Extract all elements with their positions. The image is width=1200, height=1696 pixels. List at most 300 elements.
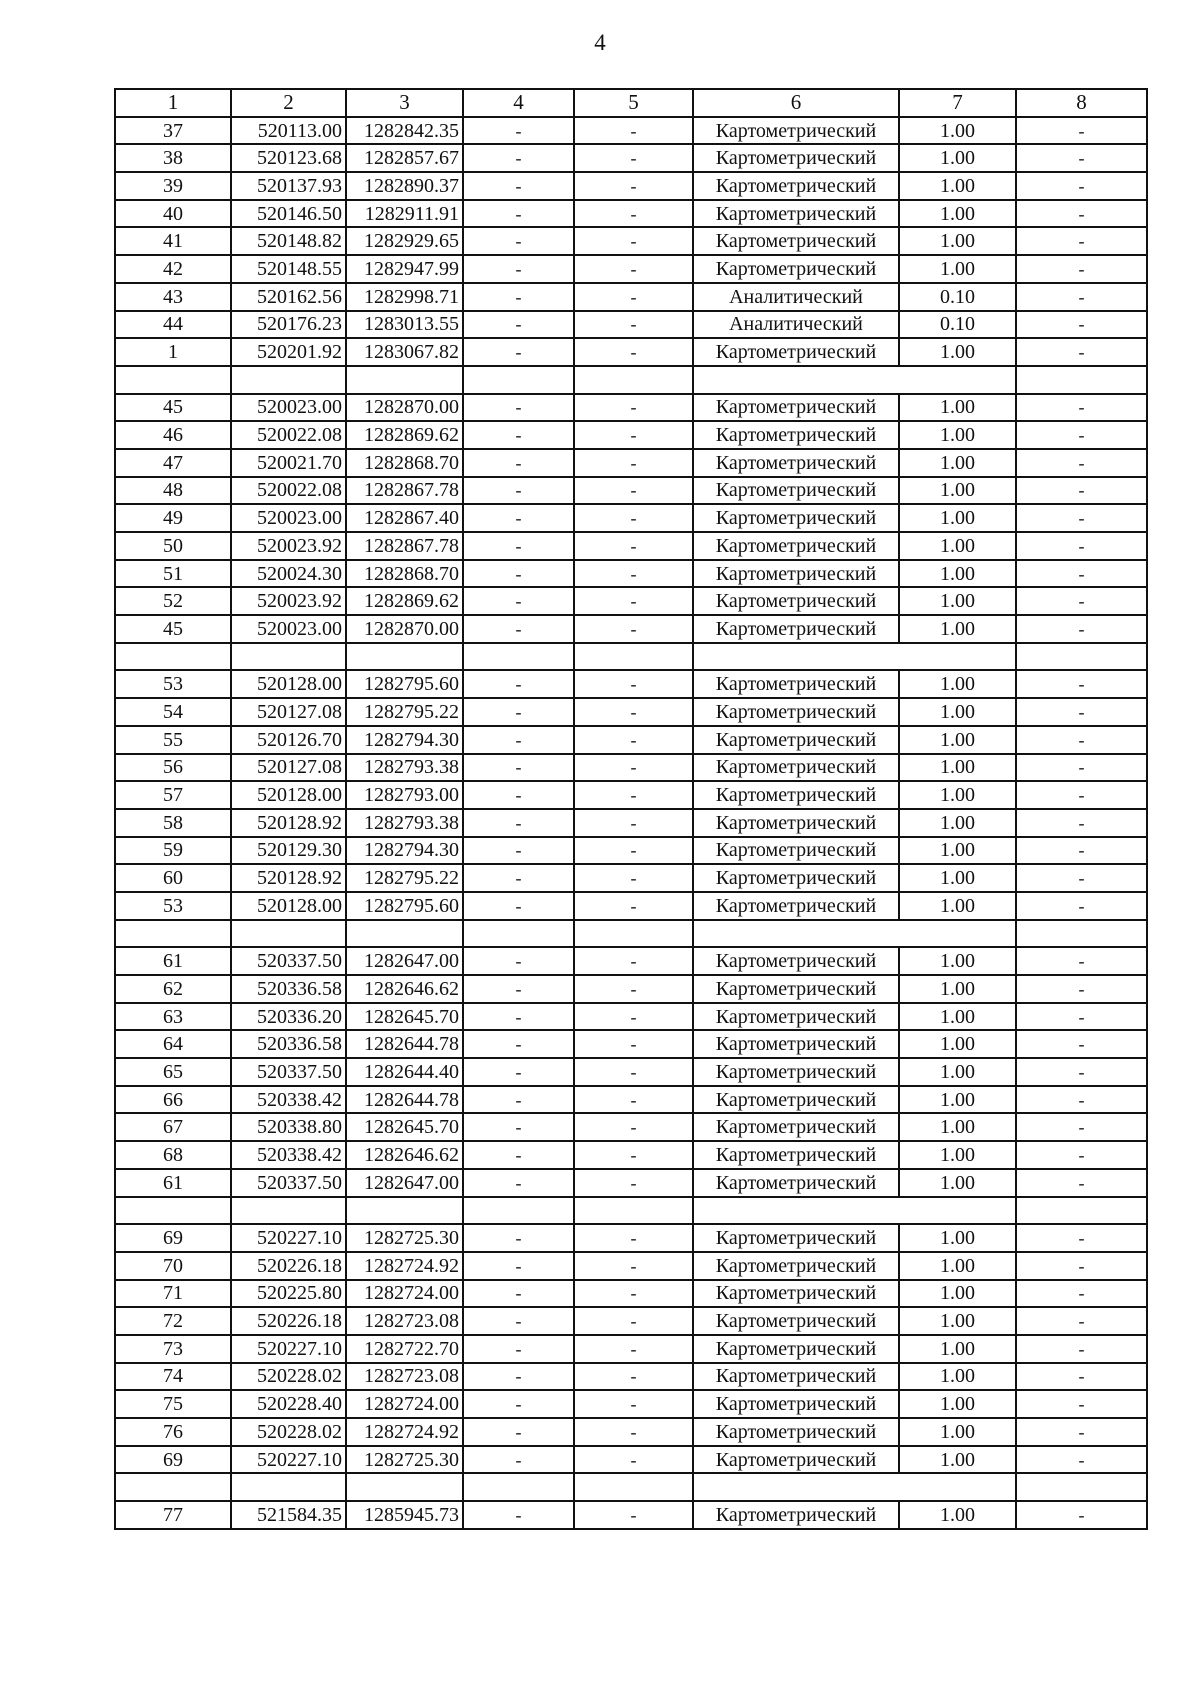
y-coordinate-cell: 1282793.38	[346, 809, 463, 837]
y-coordinate-cell: 1282725.30	[346, 1446, 463, 1474]
column-8-cell: -	[1016, 726, 1147, 754]
method-cell: Картометрический	[693, 144, 899, 172]
table-row	[115, 338, 1147, 366]
column-4-cell: -	[463, 449, 574, 477]
accuracy-cell: 1.00	[899, 809, 1016, 837]
empty-cell	[115, 643, 231, 671]
table-row	[115, 172, 1147, 200]
method-cell: Картометрический	[693, 754, 899, 782]
column-8-cell: -	[1016, 172, 1147, 200]
column-8-cell: -	[1016, 449, 1147, 477]
method-cell: Картометрический	[693, 1280, 899, 1308]
column-5-cell: -	[574, 532, 693, 560]
accuracy-cell: 1.00	[899, 1003, 1016, 1031]
empty-cell	[463, 920, 574, 948]
method-cell: Картометрический	[693, 1003, 899, 1031]
y-coordinate-cell: 1283013.55	[346, 311, 463, 339]
column-4-cell: -	[463, 477, 574, 505]
method-cell: Картометрический	[693, 698, 899, 726]
accuracy-cell: 1.00	[899, 1224, 1016, 1252]
point-number-cell: 45	[115, 394, 231, 422]
column-5-cell: -	[574, 1252, 693, 1280]
table-row	[115, 975, 1147, 1003]
column-4-cell: -	[463, 1141, 574, 1169]
accuracy-cell: 1.00	[899, 754, 1016, 782]
accuracy-cell: 1.00	[899, 1252, 1016, 1280]
column-5-cell: -	[574, 1446, 693, 1474]
x-coordinate-cell: 520148.55	[231, 255, 346, 283]
y-coordinate-cell: 1282647.00	[346, 1169, 463, 1197]
x-coordinate-cell: 520126.70	[231, 726, 346, 754]
column-8-cell: -	[1016, 1030, 1147, 1058]
column-4-cell: -	[463, 1224, 574, 1252]
column-8-cell: -	[1016, 477, 1147, 505]
y-coordinate-cell: 1282947.99	[346, 255, 463, 283]
accuracy-cell: 1.00	[899, 587, 1016, 615]
y-coordinate-cell: 1282647.00	[346, 947, 463, 975]
column-8-cell: -	[1016, 1252, 1147, 1280]
column-5-cell: -	[574, 1086, 693, 1114]
method-cell: Картометрический	[693, 1058, 899, 1086]
column-4-cell: -	[463, 227, 574, 255]
column-header: 4	[463, 89, 574, 117]
table-row	[115, 1418, 1147, 1446]
accuracy-cell: 1.00	[899, 421, 1016, 449]
table-row	[115, 117, 1147, 145]
y-coordinate-cell: 1282869.62	[346, 421, 463, 449]
empty-cell	[231, 366, 346, 394]
point-number-cell: 63	[115, 1003, 231, 1031]
column-5-cell: -	[574, 200, 693, 228]
y-coordinate-cell: 1283067.82	[346, 338, 463, 366]
table-row	[115, 1390, 1147, 1418]
column-header: 5	[574, 89, 693, 117]
accuracy-cell: 1.00	[899, 1086, 1016, 1114]
table-row	[115, 421, 1147, 449]
table-row	[115, 864, 1147, 892]
point-number-cell: 69	[115, 1224, 231, 1252]
point-number-cell: 76	[115, 1418, 231, 1446]
x-coordinate-cell: 520227.10	[231, 1335, 346, 1363]
column-4-cell: -	[463, 1363, 574, 1391]
column-5-cell: -	[574, 311, 693, 339]
column-4-cell: -	[463, 615, 574, 643]
table-header-row	[115, 89, 1147, 117]
empty-cell	[574, 920, 693, 948]
column-5-cell: -	[574, 1501, 693, 1529]
column-5-cell: -	[574, 338, 693, 366]
column-4-cell: -	[463, 892, 574, 920]
point-number-cell: 49	[115, 504, 231, 532]
method-cell: Картометрический	[693, 975, 899, 1003]
x-coordinate-cell: 520201.92	[231, 338, 346, 366]
accuracy-cell: 1.00	[899, 532, 1016, 560]
column-4-cell: -	[463, 1446, 574, 1474]
column-header: 3	[346, 89, 463, 117]
y-coordinate-cell: 1282868.70	[346, 449, 463, 477]
accuracy-cell: 1.00	[899, 781, 1016, 809]
method-cell: Картометрический	[693, 227, 899, 255]
column-5-cell: -	[574, 172, 693, 200]
point-number-cell: 39	[115, 172, 231, 200]
column-8-cell: -	[1016, 255, 1147, 283]
method-cell: Картометрический	[693, 615, 899, 643]
empty-cell	[693, 366, 1016, 394]
x-coordinate-cell: 520127.08	[231, 754, 346, 782]
y-coordinate-cell: 1282793.38	[346, 754, 463, 782]
column-8-cell: -	[1016, 117, 1147, 145]
x-coordinate-cell: 520146.50	[231, 200, 346, 228]
method-cell: Картометрический	[693, 1086, 899, 1114]
column-5-cell: -	[574, 421, 693, 449]
table-row	[115, 947, 1147, 975]
column-5-cell: -	[574, 227, 693, 255]
column-5-cell: -	[574, 560, 693, 588]
table-row	[115, 1446, 1147, 1474]
x-coordinate-cell: 520225.80	[231, 1280, 346, 1308]
empty-cell	[346, 1197, 463, 1225]
x-coordinate-cell: 520227.10	[231, 1446, 346, 1474]
column-5-cell: -	[574, 1169, 693, 1197]
column-4-cell: -	[463, 1169, 574, 1197]
column-8-cell: -	[1016, 1169, 1147, 1197]
column-4-cell: -	[463, 1418, 574, 1446]
x-coordinate-cell: 520337.50	[231, 1169, 346, 1197]
column-4-cell: -	[463, 1030, 574, 1058]
x-coordinate-cell: 520228.02	[231, 1363, 346, 1391]
column-4-cell: -	[463, 975, 574, 1003]
y-coordinate-cell: 1282722.70	[346, 1335, 463, 1363]
table-row	[115, 1141, 1147, 1169]
column-8-cell: -	[1016, 144, 1147, 172]
method-cell: Картометрический	[693, 421, 899, 449]
y-coordinate-cell: 1282724.92	[346, 1252, 463, 1280]
column-5-cell: -	[574, 864, 693, 892]
column-8-cell: -	[1016, 311, 1147, 339]
column-8-cell: -	[1016, 338, 1147, 366]
method-cell: Картометрический	[693, 200, 899, 228]
table-row	[115, 1086, 1147, 1114]
method-cell: Картометрический	[693, 394, 899, 422]
column-4-cell: -	[463, 1003, 574, 1031]
accuracy-cell: 1.00	[899, 477, 1016, 505]
empty-cell	[1016, 1473, 1147, 1501]
accuracy-cell: 1.00	[899, 947, 1016, 975]
empty-cell	[115, 366, 231, 394]
y-coordinate-cell: 1282793.00	[346, 781, 463, 809]
method-cell: Картометрический	[693, 449, 899, 477]
y-coordinate-cell: 1282998.71	[346, 283, 463, 311]
empty-cell	[574, 1197, 693, 1225]
column-8-cell: -	[1016, 1307, 1147, 1335]
method-cell: Картометрический	[693, 504, 899, 532]
method-cell: Картометрический	[693, 587, 899, 615]
column-5-cell: -	[574, 892, 693, 920]
point-number-cell: 1	[115, 338, 231, 366]
accuracy-cell: 1.00	[899, 864, 1016, 892]
column-5-cell: -	[574, 947, 693, 975]
x-coordinate-cell: 520336.20	[231, 1003, 346, 1031]
method-cell: Картометрический	[693, 338, 899, 366]
point-number-cell: 40	[115, 200, 231, 228]
column-8-cell: -	[1016, 1224, 1147, 1252]
table-row	[115, 1307, 1147, 1335]
column-8-cell: -	[1016, 947, 1147, 975]
column-8-cell: -	[1016, 1086, 1147, 1114]
method-cell: Картометрический	[693, 1446, 899, 1474]
accuracy-cell: 1.00	[899, 892, 1016, 920]
column-5-cell: -	[574, 726, 693, 754]
method-cell: Картометрический	[693, 172, 899, 200]
method-cell: Картометрический	[693, 837, 899, 865]
column-5-cell: -	[574, 1030, 693, 1058]
x-coordinate-cell: 520022.08	[231, 421, 346, 449]
point-number-cell: 70	[115, 1252, 231, 1280]
y-coordinate-cell: 1282646.62	[346, 1141, 463, 1169]
point-number-cell: 68	[115, 1141, 231, 1169]
method-cell: Картометрический	[693, 1141, 899, 1169]
table-row	[115, 837, 1147, 865]
method-cell: Картометрический	[693, 864, 899, 892]
x-coordinate-cell: 520336.58	[231, 975, 346, 1003]
y-coordinate-cell: 1282867.78	[346, 477, 463, 505]
empty-cell	[574, 366, 693, 394]
column-5-cell: -	[574, 283, 693, 311]
accuracy-cell: 1.00	[899, 1030, 1016, 1058]
column-5-cell: -	[574, 449, 693, 477]
column-4-cell: -	[463, 587, 574, 615]
x-coordinate-cell: 520226.18	[231, 1307, 346, 1335]
column-8-cell: -	[1016, 1446, 1147, 1474]
point-number-cell: 69	[115, 1446, 231, 1474]
column-4-cell: -	[463, 117, 574, 145]
point-number-cell: 38	[115, 144, 231, 172]
column-4-cell: -	[463, 560, 574, 588]
method-cell: Картометрический	[693, 560, 899, 588]
point-number-cell: 74	[115, 1363, 231, 1391]
column-8-cell: -	[1016, 227, 1147, 255]
column-4-cell: -	[463, 1086, 574, 1114]
empty-cell	[231, 920, 346, 948]
column-4-cell: -	[463, 864, 574, 892]
coordinates-table	[114, 88, 1148, 1530]
accuracy-cell: 1.00	[899, 394, 1016, 422]
y-coordinate-cell: 1282724.00	[346, 1280, 463, 1308]
column-8-cell: -	[1016, 698, 1147, 726]
y-coordinate-cell: 1282868.70	[346, 560, 463, 588]
method-cell: Картометрический	[693, 1363, 899, 1391]
point-number-cell: 53	[115, 892, 231, 920]
point-number-cell: 61	[115, 1169, 231, 1197]
y-coordinate-cell: 1282929.65	[346, 227, 463, 255]
point-number-cell: 77	[115, 1501, 231, 1529]
x-coordinate-cell: 520021.70	[231, 449, 346, 477]
method-cell: Картометрический	[693, 1252, 899, 1280]
accuracy-cell: 1.00	[899, 1446, 1016, 1474]
column-5-cell: -	[574, 144, 693, 172]
column-header: 6	[693, 89, 899, 117]
table-row	[115, 1113, 1147, 1141]
accuracy-cell: 1.00	[899, 1335, 1016, 1363]
accuracy-cell: 1.00	[899, 117, 1016, 145]
method-cell: Картометрический	[693, 255, 899, 283]
x-coordinate-cell: 520336.58	[231, 1030, 346, 1058]
empty-cell	[231, 1473, 346, 1501]
table-row	[115, 726, 1147, 754]
x-coordinate-cell: 520023.00	[231, 504, 346, 532]
column-8-cell: -	[1016, 1113, 1147, 1141]
method-cell: Аналитический	[693, 311, 899, 339]
column-5-cell: -	[574, 587, 693, 615]
point-number-cell: 54	[115, 698, 231, 726]
point-number-cell: 43	[115, 283, 231, 311]
x-coordinate-cell: 520022.08	[231, 477, 346, 505]
empty-cell	[693, 920, 1016, 948]
y-coordinate-cell: 1282644.78	[346, 1086, 463, 1114]
accuracy-cell: 1.00	[899, 338, 1016, 366]
column-5-cell: -	[574, 698, 693, 726]
table-row	[115, 1169, 1147, 1197]
column-4-cell: -	[463, 504, 574, 532]
table-row	[115, 144, 1147, 172]
table-row	[115, 1058, 1147, 1086]
column-5-cell: -	[574, 1141, 693, 1169]
column-8-cell: -	[1016, 781, 1147, 809]
x-coordinate-cell: 520128.00	[231, 892, 346, 920]
accuracy-cell: 1.00	[899, 1169, 1016, 1197]
column-5-cell: -	[574, 1003, 693, 1031]
empty-cell	[115, 1473, 231, 1501]
method-cell: Аналитический	[693, 283, 899, 311]
x-coordinate-cell: 521584.35	[231, 1501, 346, 1529]
y-coordinate-cell: 1282723.08	[346, 1363, 463, 1391]
column-8-cell: -	[1016, 394, 1147, 422]
point-number-cell: 56	[115, 754, 231, 782]
point-number-cell: 53	[115, 670, 231, 698]
table-row	[115, 1335, 1147, 1363]
table-row	[115, 809, 1147, 837]
y-coordinate-cell: 1282795.60	[346, 892, 463, 920]
empty-cell	[463, 366, 574, 394]
empty-cell	[346, 1473, 463, 1501]
column-8-cell: -	[1016, 1363, 1147, 1391]
point-number-cell: 47	[115, 449, 231, 477]
column-4-cell: -	[463, 144, 574, 172]
table-row	[115, 754, 1147, 782]
y-coordinate-cell: 1282890.37	[346, 172, 463, 200]
column-8-cell: -	[1016, 754, 1147, 782]
column-8-cell: -	[1016, 1390, 1147, 1418]
y-coordinate-cell: 1282857.67	[346, 144, 463, 172]
point-number-cell: 60	[115, 864, 231, 892]
x-coordinate-cell: 520228.40	[231, 1390, 346, 1418]
column-5-cell: -	[574, 504, 693, 532]
empty-cell	[1016, 643, 1147, 671]
accuracy-cell: 1.00	[899, 1058, 1016, 1086]
column-5-cell: -	[574, 1418, 693, 1446]
column-4-cell: -	[463, 947, 574, 975]
y-coordinate-cell: 1282869.62	[346, 587, 463, 615]
method-cell: Картометрический	[693, 1307, 899, 1335]
table-row	[115, 1224, 1147, 1252]
y-coordinate-cell: 1282644.78	[346, 1030, 463, 1058]
y-coordinate-cell: 1282795.22	[346, 698, 463, 726]
column-4-cell: -	[463, 1058, 574, 1086]
y-coordinate-cell: 1282867.40	[346, 504, 463, 532]
x-coordinate-cell: 520337.50	[231, 947, 346, 975]
empty-cell	[346, 920, 463, 948]
column-4-cell: -	[463, 283, 574, 311]
point-number-cell: 66	[115, 1086, 231, 1114]
column-5-cell: -	[574, 1058, 693, 1086]
accuracy-cell: 1.00	[899, 1390, 1016, 1418]
method-cell: Картометрический	[693, 117, 899, 145]
table-row	[115, 477, 1147, 505]
x-coordinate-cell: 520227.10	[231, 1224, 346, 1252]
empty-cell	[693, 643, 1016, 671]
y-coordinate-cell: 1282867.78	[346, 532, 463, 560]
accuracy-cell: 1.00	[899, 449, 1016, 477]
column-4-cell: -	[463, 1501, 574, 1529]
empty-cell	[693, 1197, 1016, 1225]
column-4-cell: -	[463, 394, 574, 422]
table-row	[115, 394, 1147, 422]
y-coordinate-cell: 1282795.60	[346, 670, 463, 698]
accuracy-cell: 1.00	[899, 615, 1016, 643]
empty-cell	[231, 1197, 346, 1225]
empty-cell	[1016, 1197, 1147, 1225]
empty-cell	[346, 366, 463, 394]
y-coordinate-cell: 1282723.08	[346, 1307, 463, 1335]
x-coordinate-cell: 520338.42	[231, 1086, 346, 1114]
x-coordinate-cell: 520137.93	[231, 172, 346, 200]
accuracy-cell: 1.00	[899, 560, 1016, 588]
column-5-cell: -	[574, 1390, 693, 1418]
column-5-cell: -	[574, 781, 693, 809]
column-8-cell: -	[1016, 1501, 1147, 1529]
x-coordinate-cell: 520113.00	[231, 117, 346, 145]
column-5-cell: -	[574, 117, 693, 145]
table-row	[115, 200, 1147, 228]
x-coordinate-cell: 520226.18	[231, 1252, 346, 1280]
empty-cell	[463, 1197, 574, 1225]
accuracy-cell: 1.00	[899, 1141, 1016, 1169]
x-coordinate-cell: 520023.00	[231, 394, 346, 422]
column-8-cell: -	[1016, 1418, 1147, 1446]
column-5-cell: -	[574, 1307, 693, 1335]
column-5-cell: -	[574, 1224, 693, 1252]
point-number-cell: 44	[115, 311, 231, 339]
column-8-cell: -	[1016, 504, 1147, 532]
table-row	[115, 1252, 1147, 1280]
table-row	[115, 781, 1147, 809]
accuracy-cell: 1.00	[899, 837, 1016, 865]
column-4-cell: -	[463, 311, 574, 339]
table-row	[115, 504, 1147, 532]
empty-cell	[346, 643, 463, 671]
accuracy-cell: 1.00	[899, 1418, 1016, 1446]
column-5-cell: -	[574, 255, 693, 283]
accuracy-cell: 1.00	[899, 200, 1016, 228]
column-4-cell: -	[463, 1113, 574, 1141]
y-coordinate-cell: 1282911.91	[346, 200, 463, 228]
point-number-cell: 41	[115, 227, 231, 255]
point-number-cell: 37	[115, 117, 231, 145]
method-cell: Картометрический	[693, 1169, 899, 1197]
y-coordinate-cell: 1282870.00	[346, 394, 463, 422]
x-coordinate-cell: 520023.92	[231, 587, 346, 615]
table-row	[115, 1030, 1147, 1058]
